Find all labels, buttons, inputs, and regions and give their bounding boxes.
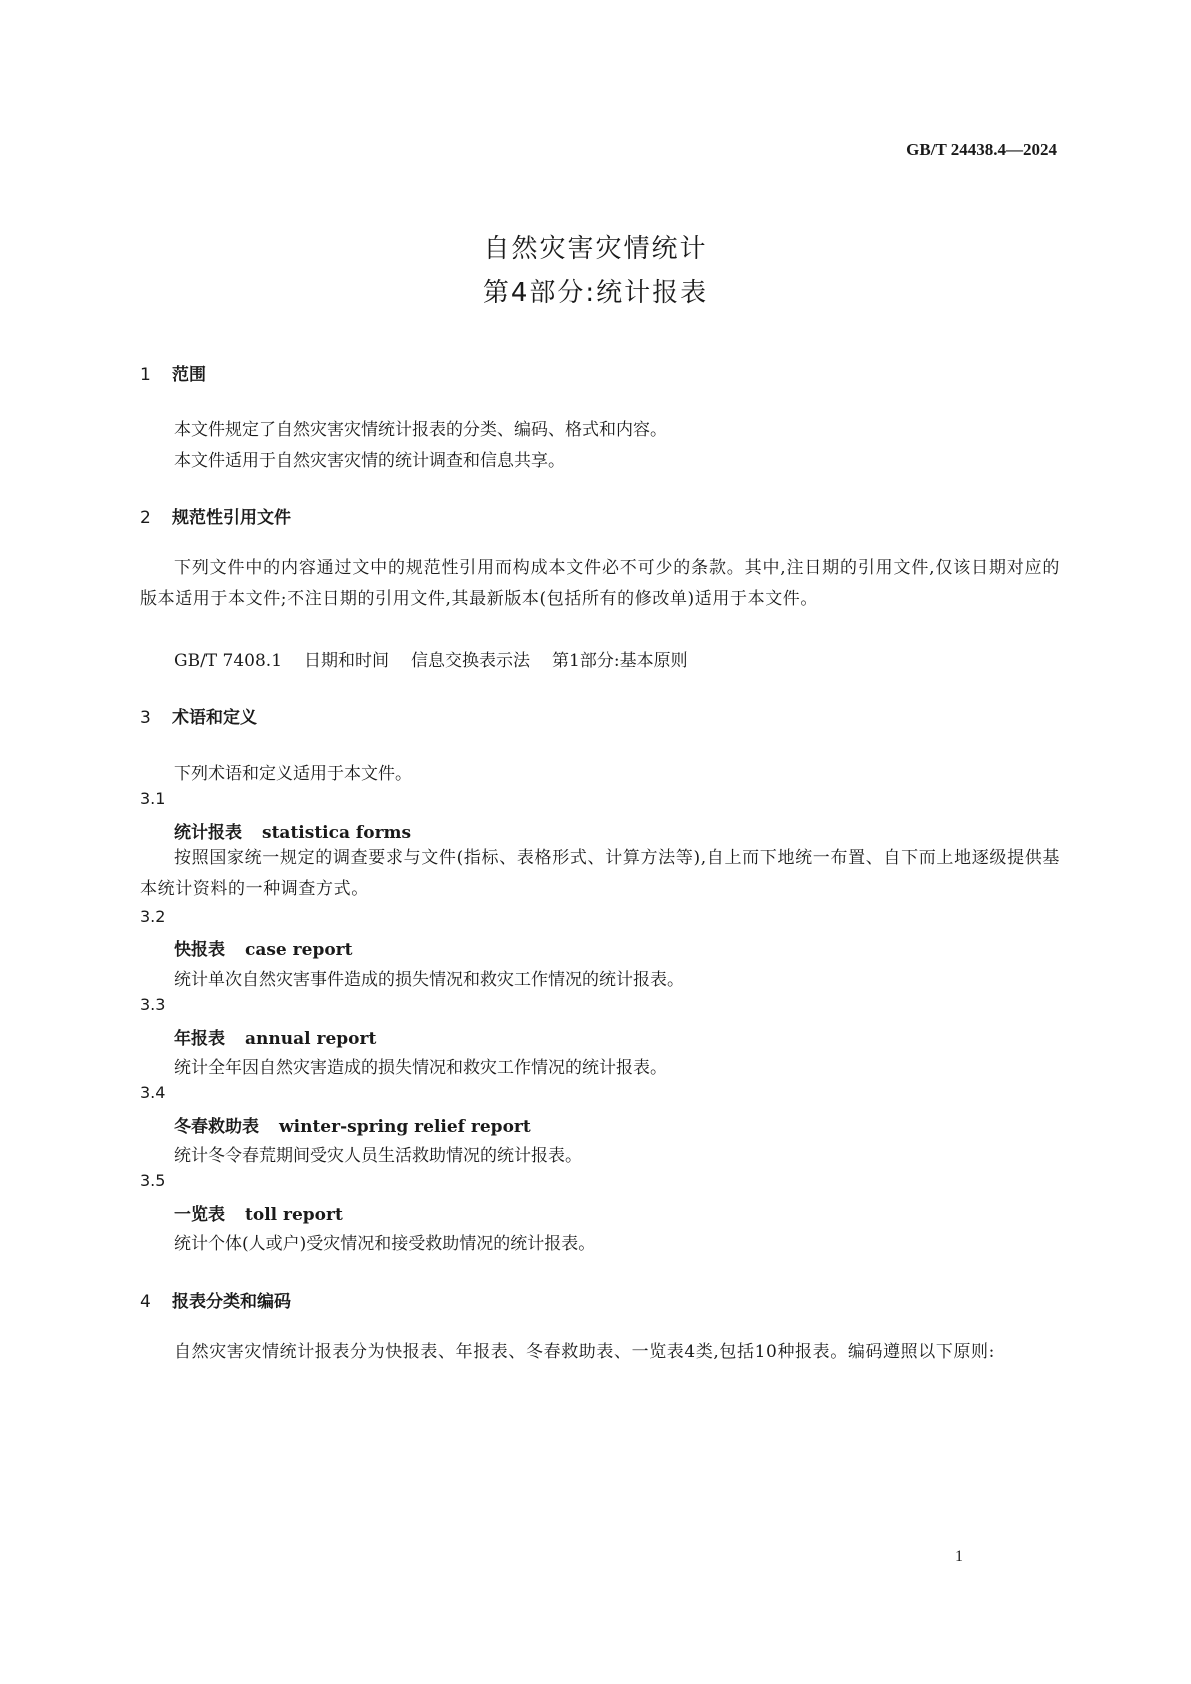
term-number: 3.5: [140, 1171, 166, 1190]
term-en: winter-spring relief report: [279, 1117, 531, 1137]
term-zh: 冬春救助表: [174, 1117, 259, 1137]
reference-title: 日期和时间: [304, 651, 390, 671]
term-zh: 统计报表: [174, 823, 242, 843]
term-entry: [174, 818, 411, 843]
section-number: 4: [140, 1292, 151, 1312]
reference-code: GB/T 7408.1: [174, 651, 283, 671]
standard-code: GB/T 24438.4—2024: [906, 140, 1057, 159]
document-title: 自然灾害灾情统计: [483, 234, 708, 264]
page-number: 1: [955, 1548, 963, 1565]
paragraph: 本文件规定了自然灾害灾情统计报表的分类、编码、格式和内容。: [174, 420, 667, 440]
section-title: 规范性引用文件: [172, 508, 291, 528]
paragraph: 本文件适用于自然灾害灾情的统计调查和信息共享。: [174, 451, 565, 471]
term-number: 3.1: [140, 789, 166, 808]
term-en: toll report: [245, 1205, 343, 1225]
term-entry: [174, 1024, 376, 1049]
reference-title: 信息交换表示法: [411, 651, 531, 671]
term-number: 3.2: [140, 907, 166, 926]
section-heading-1: [140, 360, 206, 385]
term-en: annual report: [245, 1029, 377, 1049]
term-definition: 统计冬令春荒期间受灾人员生活救助情况的统计报表。: [174, 1146, 582, 1166]
term-number: 3.3: [140, 995, 166, 1014]
term-zh: 快报表: [174, 940, 225, 960]
document-subtitle: 第4部分:统计报表: [482, 278, 709, 308]
section-title: 报表分类和编码: [172, 1292, 291, 1312]
paragraph: 下列术语和定义适用于本文件。: [174, 764, 412, 784]
section-number: 3: [140, 708, 151, 728]
term-entry: [174, 1112, 531, 1137]
term-en: case report: [245, 940, 353, 960]
section-number: 1: [140, 365, 151, 385]
paragraph: 自然灾害灾情统计报表分为快报表、年报表、冬春救助表、一览表4类,包括10种报表。编码遵照以下原则:: [174, 1342, 995, 1362]
term-zh: 一览表: [174, 1205, 225, 1225]
reference-title: 第1部分:基本原则: [552, 651, 688, 671]
term-definition: 统计个体(人或户)受灾情况和接受救助情况的统计报表。: [174, 1234, 596, 1254]
section-heading-4: [140, 1287, 291, 1312]
section-title: 范围: [172, 365, 206, 385]
paragraph: 下列文件中的内容通过文中的规范性引用而构成本文件必不可少的条款。其中,注日期的引用文件,仅该日期对应的版本适用于本文件;不注日期的引用文件,其最新版本(包括所有的修改单)适用于本文件。: [140, 558, 1060, 609]
term-definition: 统计全年因自然灾害造成的损失情况和救灾工作情况的统计报表。: [174, 1058, 667, 1078]
section-number: 2: [140, 508, 151, 528]
term-number: 3.4: [140, 1083, 166, 1102]
section-heading-3: [140, 703, 257, 728]
term-definition: 统计单次自然灾害事件造成的损失情况和救灾工作情况的统计报表。: [174, 970, 684, 990]
term-entry: [174, 1200, 343, 1225]
normative-reference: [174, 646, 710, 671]
section-title: 术语和定义: [172, 708, 257, 728]
term-entry: [174, 935, 352, 960]
term-en: statistica forms: [262, 823, 412, 843]
term-zh: 年报表: [174, 1029, 225, 1049]
term-definition: 按照国家统一规定的调查要求与文件(指标、表格形式、计算方法等),自上而下地统一布置、自下而上地逐级提供基本统计资料的一种调查方式。: [140, 848, 1060, 899]
section-heading-2: [140, 503, 291, 528]
